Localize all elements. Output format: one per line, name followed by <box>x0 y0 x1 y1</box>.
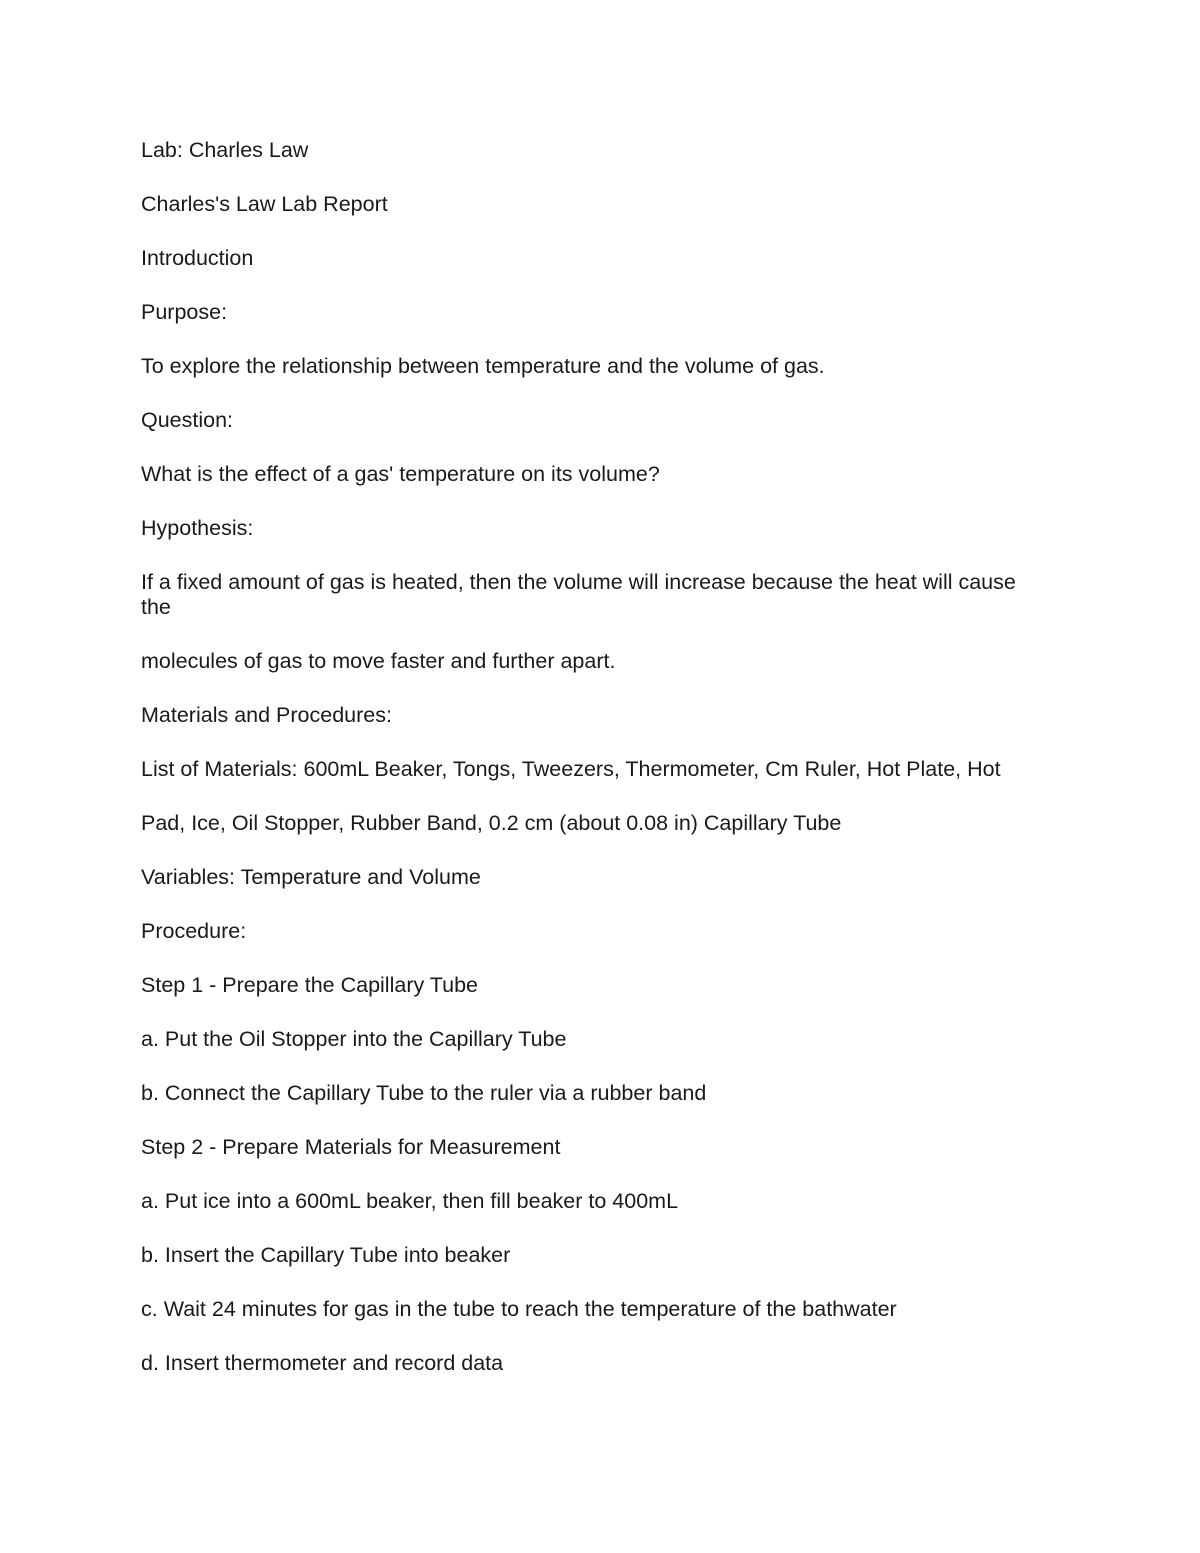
purpose-label: Purpose: <box>141 300 228 324</box>
step2-heading: Step 2 - Prepare Materials for Measurement <box>141 1135 561 1159</box>
variables-text: Variables: Temperature and Volume <box>141 865 481 889</box>
purpose-text: To explore the relationship between temperature and the volume of gas. <box>141 354 825 378</box>
step1-item-b: b. Connect the Capillary Tube to the ruler via a rubber band <box>141 1081 707 1105</box>
hypothesis-text-line2: molecules of gas to move faster and further apart. <box>141 649 616 673</box>
step2-item-d: d. Insert thermometer and record data <box>141 1351 504 1375</box>
materials-list-line2: Pad, Ice, Oil Stopper, Rubber Band, 0.2 cm (about 0.08 in) Capillary Tube <box>141 811 842 835</box>
step2-item-c: c. Wait 24 minutes for gas in the tube to reach the temperature of the bathwater <box>141 1297 897 1321</box>
step1-heading: Step 1 - Prepare the Capillary Tube <box>141 973 479 997</box>
materials-procedures-heading: Materials and Procedures: <box>141 703 392 727</box>
section-heading-introduction: Introduction <box>141 246 254 270</box>
document-title: Lab: Charles Law <box>141 138 309 162</box>
question-text: What is the effect of a gas' temperature on its volume? <box>141 462 660 486</box>
document-body <box>141 138 1051 1405</box>
step1-item-a: a. Put the Oil Stopper into the Capillary Tube <box>141 1027 567 1051</box>
materials-list-line1: List of Materials: 600mL Beaker, Tongs, Tweezers, Thermometer, Cm Ruler, Hot Plate, Hot <box>141 757 1001 781</box>
hypothesis-text-line1: If a fixed amount of gas is heated, then the volume will increase because the heat will cause the <box>141 570 1016 619</box>
report-title: Charles's Law Lab Report <box>141 192 388 216</box>
procedure-label: Procedure: <box>141 919 247 943</box>
hypothesis-label: Hypothesis: <box>141 516 254 540</box>
question-label: Question: <box>141 408 234 432</box>
step2-item-b: b. Insert the Capillary Tube into beaker <box>141 1243 511 1267</box>
step2-item-a: a. Put ice into a 600mL beaker, then fill beaker to 400mL <box>141 1189 679 1213</box>
